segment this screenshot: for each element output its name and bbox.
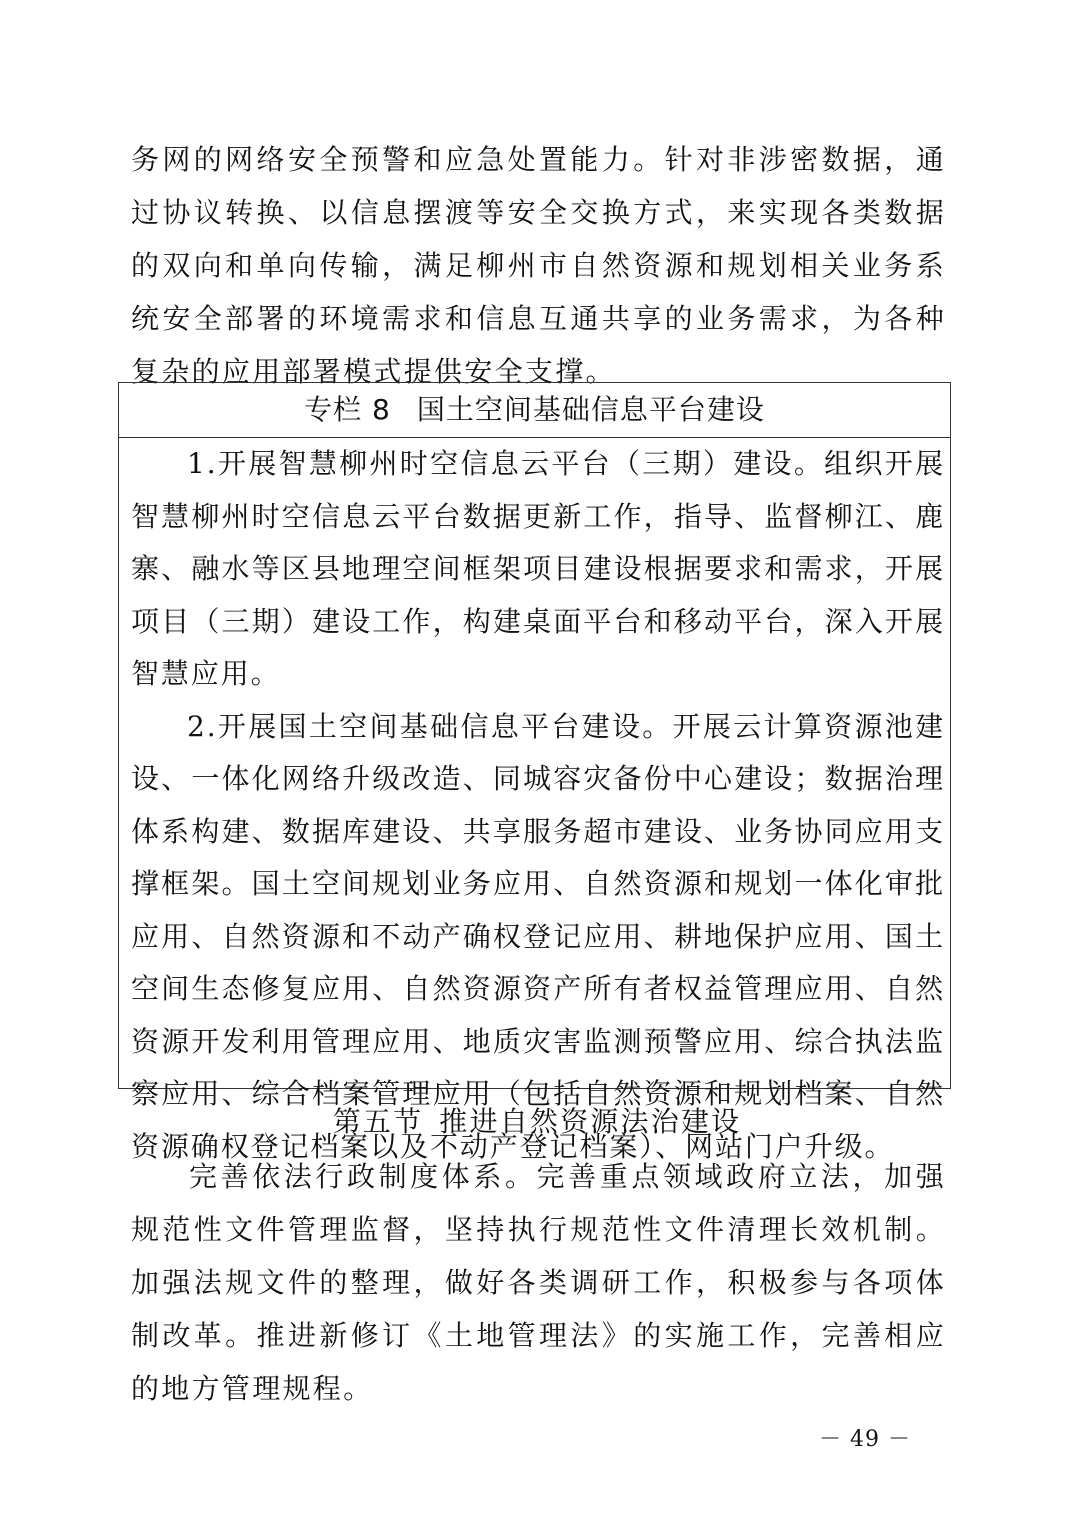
page-number: － 49 － [819,1427,911,1452]
box-title-text: 国土空间基础信息平台建设 [416,393,765,426]
box-label: 专栏 8 [304,393,391,426]
section-number: 第五节 [332,1105,424,1138]
box-body [119,438,950,1173]
section-paragraph: 完善依法行政制度体系。完善重点领域政府立法，加强规范性文件管理监督，坚持执行规范性文件清理长效机制。加强法规文件的整理，做好各类调研工作，积极参与各项体制改革。推进新修订《土地管理法》的实施工作，完善相应的地方管理规程。 [131,1160,946,1405]
box-title [119,383,950,438]
box-item: 2.开展国土空间基础信息平台建设。开展云计算资源池建设、一体化网络升级改造、同城容灾备份中心建设；数据治理体系构建、数据库建设、共享服务超市建设、业务协同应用支撑框架。国土空间规划业务应用、自然资源和规划一体化审批应用、自然资源和不动产确权登记应用、耕地保护应用、国土空间生态修复应用、自然资源资产所有者权益管理应用、自然资源开发利用管理应用、地质灾害监测预警应用、综合执法监察应用、综合档案管理应用（包括自然资源和规划档案、自然资源确权登记档案以及不动产登记档案）、网站门户升级。 [131,709,945,1163]
section-title: 推进自然资源法治建设 [439,1105,742,1138]
section-heading [0,1099,1074,1145]
intro-paragraph: 务网的网络安全预警和应急处置能力。针对非涉密数据，通过协议转换、以信息摆渡等安全交换方式，来实现各类数据的双向和单向传输，满足柳州市自然资源和规划相关业务系统安全部署的环境需求和信息互通共享的业务需求，为各种复杂的应用部署模式提供安全支撑。 [131,143,946,388]
box-item: 1.开展智慧柳州时空信息云平台（三期）建设。组织开展智慧柳州时空信息云平台数据更新工作，指导、监督柳江、鹿寨、融水等区县地理空间框架项目建设根据要求和需求，开展项目（三期）建设工作，构建桌面平台和移动平台，深入开展智慧应用。 [131,447,945,690]
